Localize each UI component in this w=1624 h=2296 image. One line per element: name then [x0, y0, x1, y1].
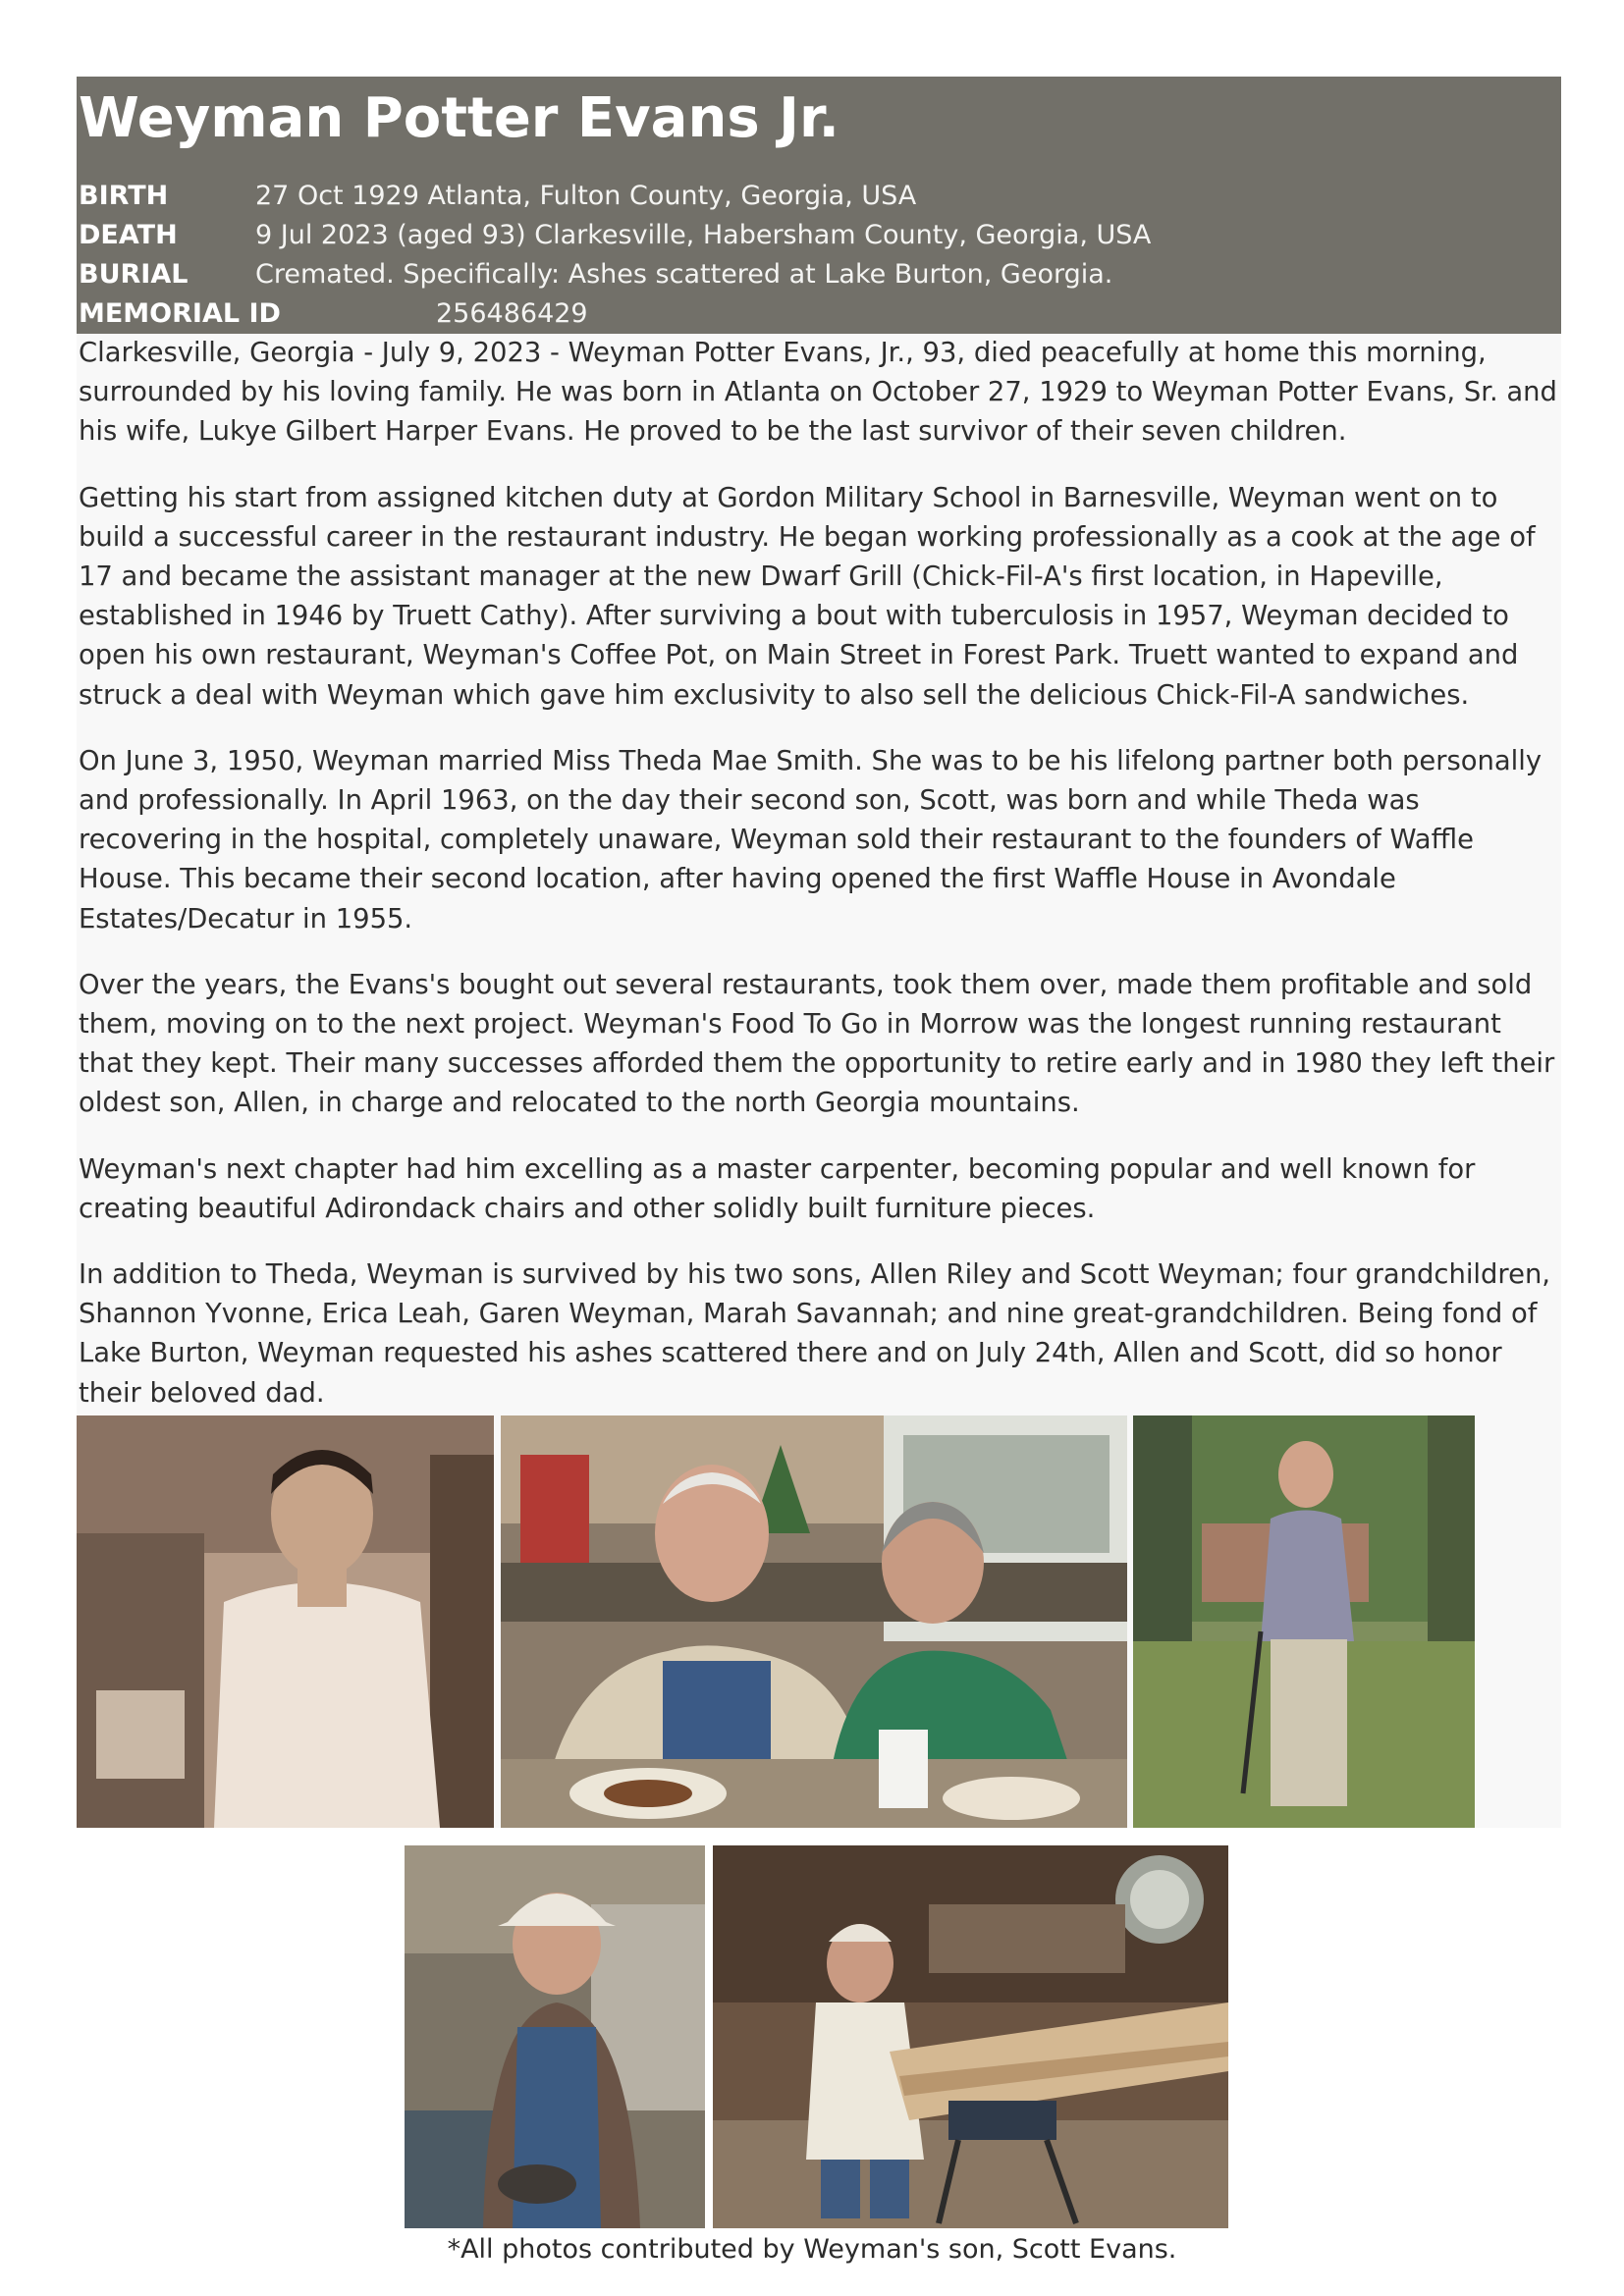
obituary-paragraph: Clarkesville, Georgia - July 9, 2023 - Weyman Potter Evans, Jr., 93, died peacefully at home this morning, surrounded by his loving family. He was born in Atlanta on October 27, 1929 to Weyman Potter Evans, Sr. and his wife, Lukye Gilbert Harper Evans. He proved to be the last survivor of their seven children.: [79, 338, 1557, 448]
death-label: DEATH: [79, 220, 178, 250]
obituary-paragraph: Weyman's next chapter had him excelling as a master carpenter, becoming popular and well known for creating beautiful Adirondack chairs and other solidly built furniture pieces.: [79, 1153, 1476, 1224]
obituary-paragraph: On June 3, 1950, Weyman married Miss Theda Mae Smith. She was to be his lifelong partner both personally and professionally. In April 1963, on the day their second son, Scott, was born and while Theda was recovering in the hospital, completely unaware, Weyman sold their restaurant to the founders of Waffle House. This became their second location, after having opened the first Waffle House in Avondale Estates/Decatur in 1955.: [79, 745, 1543, 934]
photo-workshop-portrait: [405, 1845, 705, 2228]
obituary-text: [79, 334, 1559, 1440]
birth-value: 27 Oct 1929 Atlanta, Fulton County, Georgia, USA: [255, 181, 917, 211]
memorial-header: [77, 77, 1561, 334]
birth-label: BIRTH: [79, 181, 169, 211]
burial-value: Cremated. Specifically: Ashes scattered at Lake Burton, Georgia.: [255, 259, 1113, 290]
memorial-id-value: 256486429: [436, 298, 588, 329]
death-row: [79, 218, 1151, 253]
obituary-paragraph: In addition to Theda, Weyman is survived by his two sons, Allen Riley and Scott Weyman; four grandchildren, Shannon Yvonne, Erica Leah, Garen Weyman, Marah Savannah; and nine great-grandchildren. Being fond of Lake Burton, Weyman requested his ashes scattered there and on July 24th, Allen and Scott, did so honor their beloved dad.: [79, 1259, 1551, 1409]
memorial-id-label: MEMORIAL ID: [79, 298, 281, 329]
death-value: 9 Jul 2023 (aged 93) Clarkesville, Habersham County, Georgia, USA: [255, 220, 1152, 250]
photo-couple-diner: [501, 1415, 1127, 1828]
burial-label: BURIAL: [79, 259, 189, 290]
photo-table-saw: [713, 1845, 1228, 2228]
photo-man-with-cane: [1133, 1415, 1475, 1828]
page-title: Weyman Potter Evans Jr.: [79, 86, 839, 150]
photo-caption: *All photos contributed by Weyman's son, Scott Evans.: [447, 2234, 1177, 2265]
photo-young-cook: [77, 1415, 494, 1828]
memorial-id-row: [79, 296, 588, 332]
obituary-paragraph: Over the years, the Evans's bought out several restaurants, took them over, made them profitable and sold them, moving on to the next project. Weyman's Food To Go in Morrow was the longest running restaurant that they kept. Their many successes afforded them the opportunity to retire early and in 1980 they left their oldest son, Allen, in charge and relocated to the north Georgia mountains.: [79, 969, 1555, 1119]
burial-row: [79, 257, 1112, 293]
obituary-paragraph: Getting his start from assigned kitchen duty at Gordon Military School in Barnesville, Weyman went on to build a successful career in the restaurant industry. He began working professionally as a cook at the age of 17 and became the assistant manager at the new Dwarf Grill (Chick-Fil-A's first location, in Hapeville, established in 1946 by Truett Cathy). After surviving a bout with tuberculosis in 1957, Weyman decided to open his own restaurant, Weyman's Coffee Pot, on Main Street in Forest Park. Truett wanted to expand and struck a deal with Weyman which gave him exclusivity to also sell the delicious Chick-Fil-A sandwiches.: [79, 482, 1536, 711]
birth-row: [79, 179, 916, 214]
